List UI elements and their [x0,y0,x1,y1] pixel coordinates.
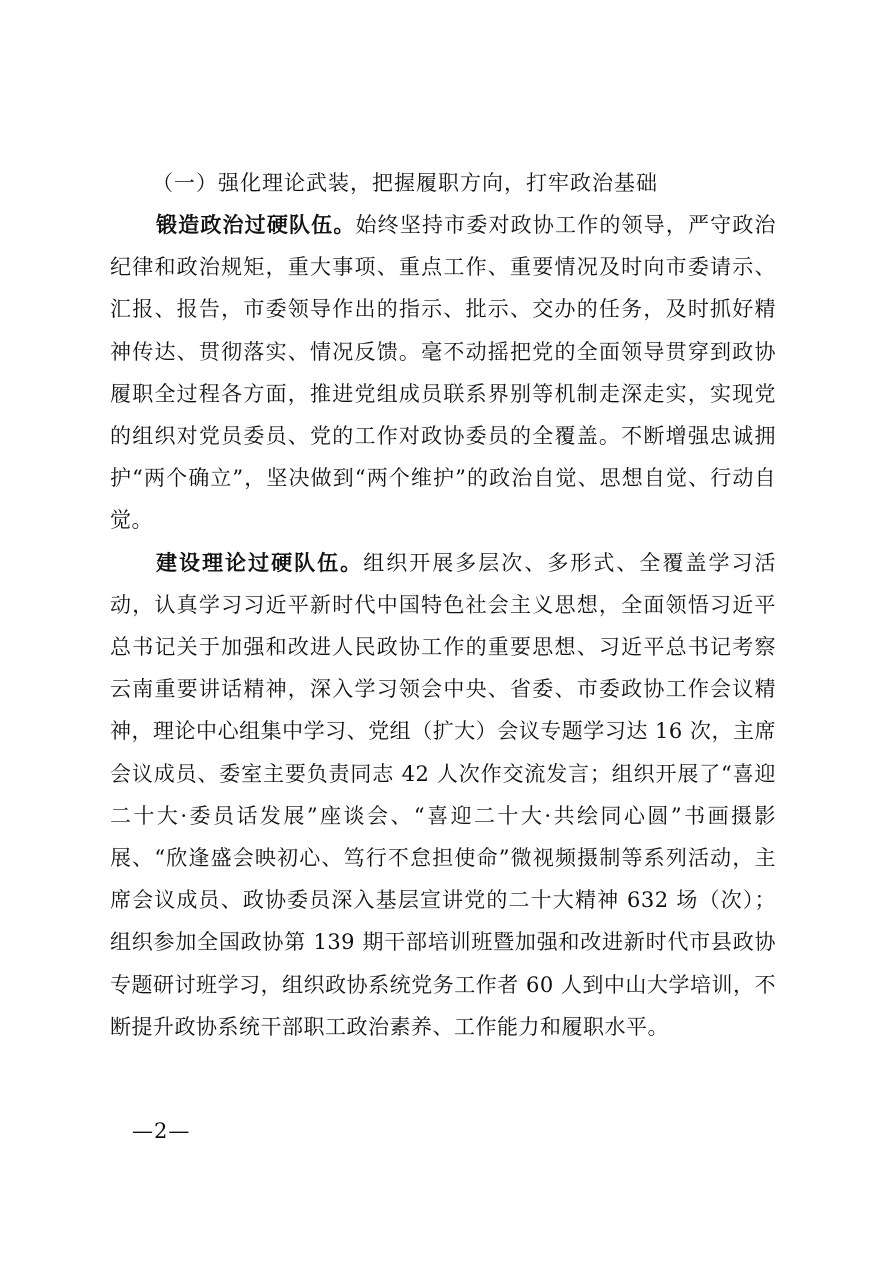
paragraph-2 [110,542,776,1048]
page-number: —2— [132,1119,191,1143]
paragraph-2-text: 组织开展多层次、多形式、全覆盖学习活动，认真学习习近平新时代中国特色社会主义思想，全面领悟习近平总书记关于加强和改进人民政协工作的重要思想、习近平总书记考察云南重要讲话精神，深入学习领会中央、省委、市委政协工作会议精神，理论中心组集中学习、党组（扩大）会议专题学习达 16 次，主席会议成员、委室主要负责同志 42 人次作交流发言；组织开展了“喜迎二十大·委员话发展”座谈会、“喜迎二十大·共绘同心圆”书画摄影展、“欣逢盛会映初心、笃行不怠担使命”微视频摄制等系列活动，主席会议成员、政协委员深入基层宣讲党的二十大精神 632 场（次）；组织参加全国政协第 139 期干部培训班暨加强和改进新时代市县政协专题研讨班学习，组织政协系统党务工作者 60 人到中山大学培训，不断提升政协系统干部职工政治素养、工作能力和履职水平。 [110,550,777,1039]
page-content [110,162,776,1048]
paragraph-1 [110,204,776,542]
paragraph-1-lead: 锻造政治过硬队伍。 [156,213,356,237]
paragraph-1-text: 始终坚持市委对政协工作的领导，严守政治纪律和政治规矩，重大事项、重点工作、重要情况及时向市委请示、汇报、报告，市委领导作出的指示、批示、交办的任务，及时抓好精神传达、贯彻落实、情况反馈。毫不动摇把党的全面领导贯穿到政协履职全过程各方面，推进党组成员联系界别等机制走深走实，实现党的组织对党员委员、党的工作对政协委员的全覆盖。不断增强忠诚拥护“两个确立”，坚决做到“两个维护”的政治自觉、思想自觉、行动自觉。 [110,213,776,533]
section-heading: （一）强化理论武装，把握履职方向，打牢政治基础 [152,171,658,195]
paragraph-2-lead: 建设理论过硬队伍。 [156,550,364,575]
